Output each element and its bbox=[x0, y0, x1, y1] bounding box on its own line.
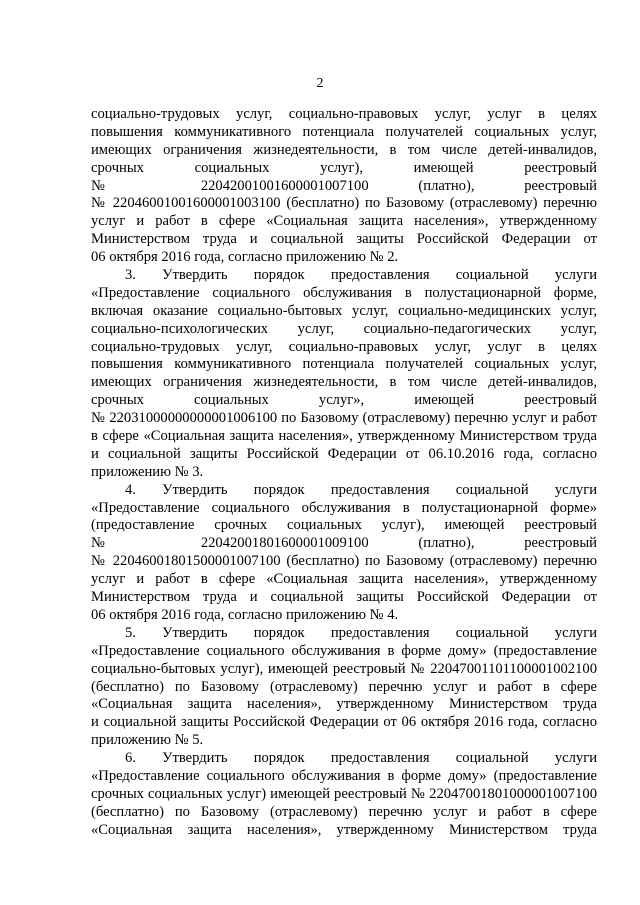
text-line: услуг и работ в сфере «Социальная защита населения», утвержденному bbox=[91, 571, 597, 588]
text-line: имеющих ограничения жизнедеятельности, в том числе детей-инвалидов, bbox=[91, 141, 597, 158]
text-line: № 22046001001600001003100 (бесплатно) по Базовому (отраслевому) перечню bbox=[91, 195, 597, 212]
text-line: (предоставление срочных социальных услуг), имеющей реестровый bbox=[91, 517, 597, 534]
text-line: 06 октября 2016 года, согласно приложению № 4. bbox=[91, 606, 399, 623]
page-number: 2 bbox=[316, 76, 324, 91]
text-line: услуг и работ в сфере «Социальная защита населения», утвержденному bbox=[91, 213, 597, 230]
text-line: в сфере «Социальная защита населения», утвержденному Министерством труда bbox=[91, 428, 597, 445]
text-line: 3. Утвердить порядок предоставления социальной услуги bbox=[125, 267, 597, 284]
text-line: социально-бытовых услуг), имеющей реестровый № 22047001101100001002100 bbox=[91, 660, 597, 677]
text-line: приложению № 5. bbox=[91, 732, 204, 749]
text-line: срочных социальных услуг) имеющей реестровый № 22047001801000001007100 bbox=[91, 785, 597, 802]
text-line: имеющих ограничения жизнедеятельности, в том числе детей-инвалидов, bbox=[91, 374, 597, 391]
text-line: 5. Утвердить порядок предоставления социальной услуги bbox=[125, 624, 597, 641]
text-line: и социальной защиты Российской Федерации от 06 октября 2016 года, согласно bbox=[91, 714, 597, 731]
text-line: № 22042001001600001007100 (платно), реестровый bbox=[91, 177, 597, 194]
text-line: приложению № 3. bbox=[91, 463, 204, 480]
text-line: № 22042001801600001009100 (платно), реестровый bbox=[91, 535, 597, 552]
text-line: срочных социальных услуг», имеющей реестровый bbox=[91, 392, 597, 409]
text-line: срочных социальных услуг), имеющей реестровый bbox=[91, 159, 597, 176]
text-line: (бесплатно) по Базовому (отраслевому) перечню услуг и работ в сфере bbox=[91, 678, 597, 695]
text-line: «Социальная защита населения», утвержденному Министерством труда bbox=[91, 696, 597, 713]
text-line: № 22046001801500001007100 (бесплатно) по Базовому (отраслевому) перечню bbox=[91, 553, 597, 570]
text-line: социально-трудовых услуг, социально-правовых услуг, услуг в целях bbox=[91, 338, 597, 355]
text-line: Министерством труда и социальной защиты Российской Федерации от bbox=[91, 589, 597, 606]
text-line: (бесплатно) по Базовому (отраслевому) перечню услуг и работ в сфере bbox=[91, 803, 597, 820]
text-line: «Предоставление социального обслуживания в полустационарной форме» bbox=[91, 499, 597, 516]
text-line: социально-психологических услуг, социально-педагогических услуг, bbox=[91, 320, 597, 337]
text-line: и социальной защиты Российской Федерации от 06.10.2016 года, согласно bbox=[91, 445, 597, 462]
text-line: «Социальная защита населения», утвержденному Министерством труда bbox=[91, 821, 597, 838]
text-line: социально-трудовых услуг, социально-правовых услуг, услуг в целях bbox=[91, 106, 597, 122]
text-line: 06 октября 2016 года, согласно приложению № 2. bbox=[91, 249, 399, 266]
text-line: повышения коммуникативного потенциала получателей социальных услуг, bbox=[91, 123, 597, 140]
text-line: Министерством труда и социальной защиты Российской Федерации от bbox=[91, 231, 597, 248]
text-line: «Предоставление социального обслуживания в форме дому» (предоставление bbox=[91, 642, 597, 659]
text-line: «Предоставление социального обслуживания в полустационарной форме, bbox=[91, 284, 597, 301]
text-line: «Предоставление социального обслуживания в форме дому» (предоставление bbox=[91, 767, 597, 784]
text-line: № 22031000000000001006100 по Базовому (отраслевому) перечню услуг и работ bbox=[91, 410, 597, 427]
text-line: 4. Утвердить порядок предоставления социальной услуги bbox=[125, 481, 597, 498]
text-line: включая оказание социально-бытовых услуг, социально-медицинских услуг, bbox=[91, 302, 597, 319]
document-body bbox=[91, 106, 597, 840]
text-line: 6. Утвердить порядок предоставления социальной услуги bbox=[125, 750, 597, 767]
text-line: повышения коммуникативного потенциала получателей социальных услуг, bbox=[91, 356, 597, 373]
